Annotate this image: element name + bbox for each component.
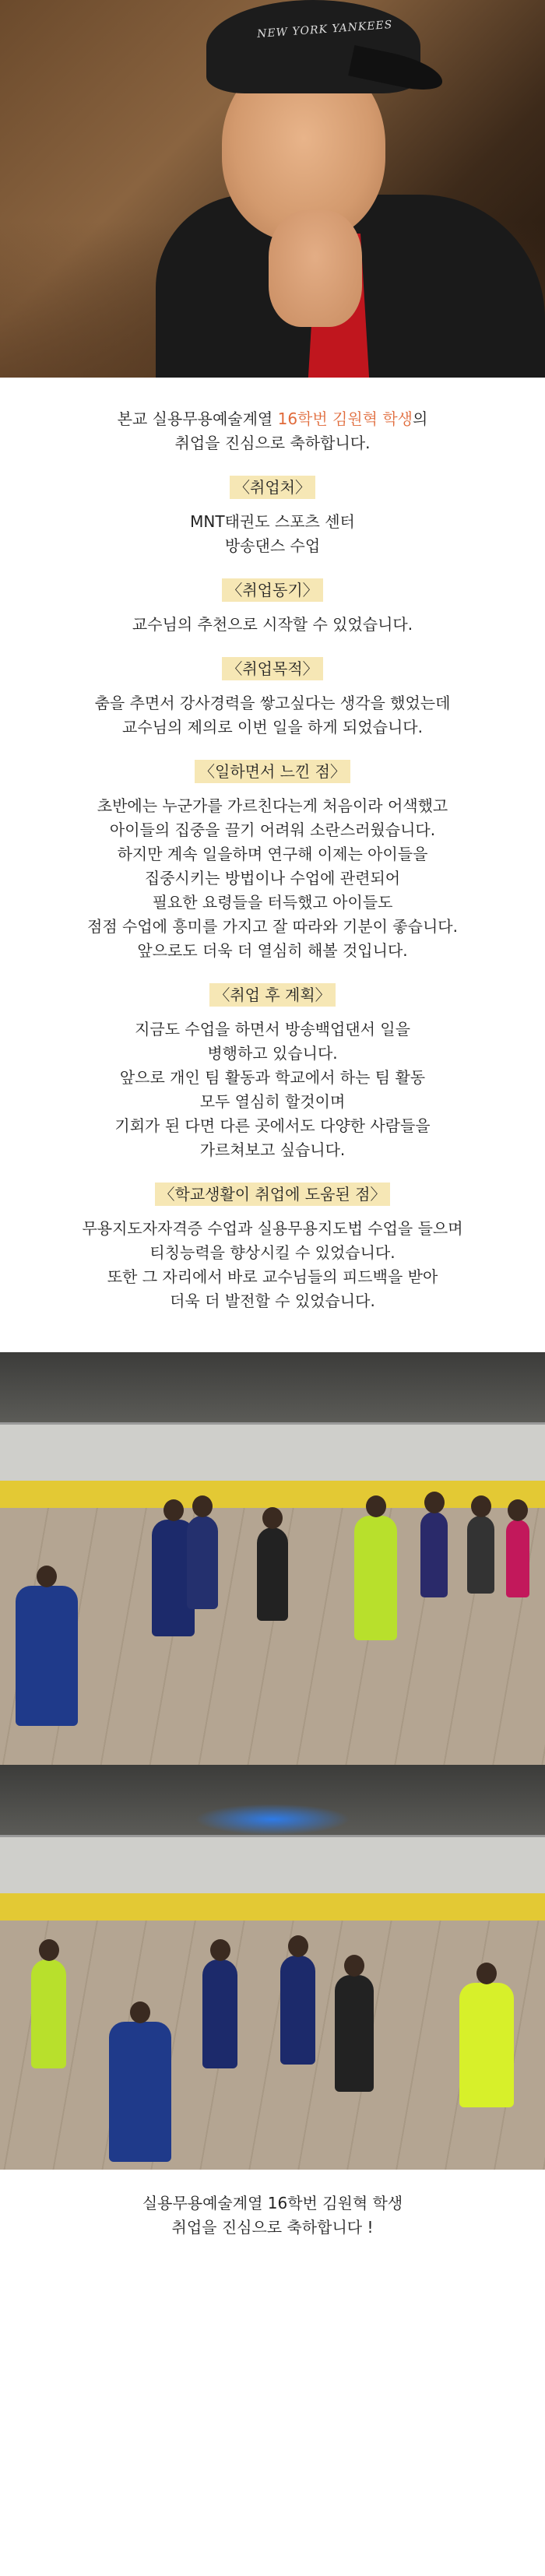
- section-tag: 〈취업목적〉: [222, 657, 322, 680]
- section-text: 춤을 추면서 강사경력을 쌓고싶다는 생각을 했었는데 교수님의 제의로 이번 일을 하게 되었습니다.: [94, 694, 451, 736]
- section-impressions: [31, 760, 514, 963]
- section-purpose: [31, 657, 514, 740]
- section-school-help: [31, 1183, 514, 1313]
- section-workplace: [31, 476, 514, 558]
- hero-portrait-photo: [0, 0, 545, 378]
- section-text: 초반에는 누군가를 가르친다는게 처음이라 어색했고 아이들의 집중을 끌기 어려워 소란스러웠습니다. 하지만 계속 일을하며 연구해 이제는 아이들을 집중시키는 방법이나 수업에 관련되어 필요한 요령들을 터득했고 아이들도 점점 수업에 흥미를 가지고 잘 따라와 기분이 좋습니다. 앞으로도 더욱 더 열심히 해볼 것입니다.: [87, 796, 458, 960]
- class-photo-2: [0, 1765, 545, 2170]
- section-text: 무용지도자자격증 수업과 실용무용지도법 수업을 들으며 티칭능력을 향상시킬 수 있었습니다. 또한 그 자리에서 바로 교수님들의 피드백을 받아 더욱 더 발전할 수 있었습니다.: [82, 1219, 463, 1310]
- section-motivation: [31, 578, 514, 637]
- article-body: [0, 378, 545, 1321]
- footer-line-1: 실용무용예술계열 16학번 김원혁 학생: [142, 2194, 403, 2212]
- section-text: 교수님의 추천으로 시작할 수 있었습니다.: [132, 615, 413, 634]
- section-text: 지금도 수업을 하면서 방송백업댄서 일을 병행하고 있습니다. 앞으로 개인 팀 활동과 학교에서 하는 팀 활동 모두 열심히 할것이며 기회가 된 다면 다른 곳에서도 다양한 사람들을 가르쳐보고 싶습니다.: [114, 1020, 431, 1159]
- section-tag: 〈취업처〉: [230, 476, 315, 499]
- cap-logo: NEW YORK YANKEES: [256, 18, 393, 41]
- section-tag: 〈취업 후 계획〉: [209, 983, 335, 1007]
- section-tag: 〈취업동기〉: [222, 578, 322, 602]
- section-tag: 〈학교생활이 취업에 도움된 점〉: [155, 1183, 391, 1206]
- footer-line-2: 취업을 진심으로 축하합니다 !: [171, 2218, 374, 2237]
- section-tag: 〈일하면서 느낀 점〉: [195, 760, 350, 783]
- section-future-plans: [31, 983, 514, 1162]
- intro-text: 본교 실용무용예술계열 16학번 김원혁 학생의 취업을 진심으로 축하합니다.: [117, 409, 428, 452]
- footer-congrats: [0, 2170, 545, 2263]
- class-photo-1: [0, 1352, 545, 1765]
- intro-highlight: 16학번 김원혁 학생: [277, 409, 413, 428]
- section-text: MNT태권도 스포츠 센터 방송댄스 수업: [190, 512, 355, 555]
